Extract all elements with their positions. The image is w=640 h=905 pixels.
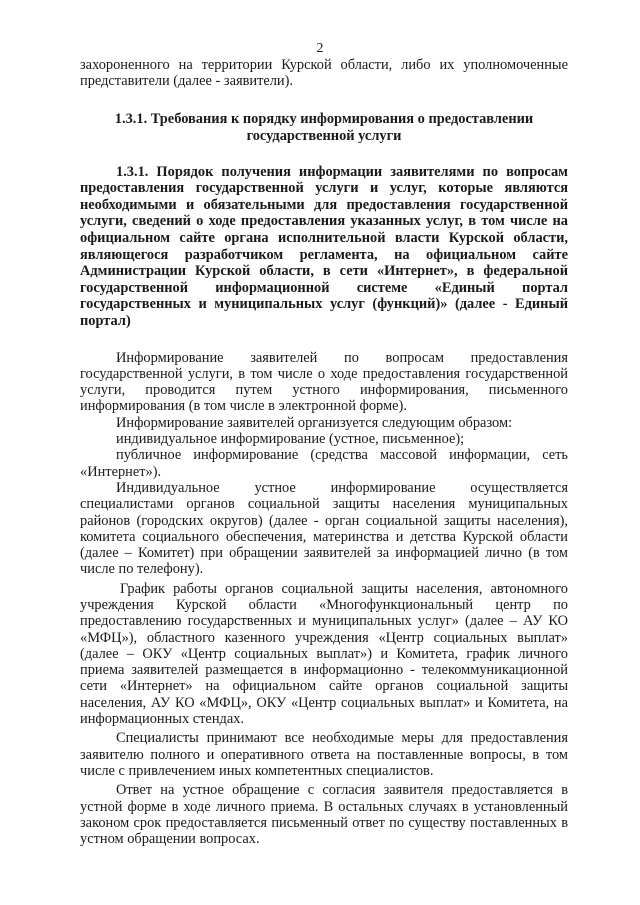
document-body — [80, 57, 568, 847]
paragraph-specialists: Специалисты принимают все необходимые меры для предоставления заявителю полного и оперативного ответа на поставленные вопросы, в том числе с привлечением иных компетентных специалистов. — [80, 730, 568, 779]
paragraph-oral-answer: Ответ на устное обращение с согласия заявителя предоставляется в устной форме в ходе личного приема. В остальных случаях в установленный законом срок предоставляется письменный ответ по существу поставленных в устном обращении вопросах. — [80, 782, 568, 848]
paragraph-public: публичное информирование (средства массовой информации, сеть «Интернет»). — [80, 447, 568, 480]
paragraph-informing: Информирование заявителей по вопросам предоставления государственной услуги, в том числе о ходе предоставления государственной услуги, проводится путем устного информирования, письменного информирования (в том числе в электронной форме). — [80, 349, 568, 415]
page-number: 2 — [316, 41, 324, 56]
intro-paragraph: захороненного на территории Курской области, либо их уполномоченные представители (далее - заявители). — [80, 57, 568, 90]
subsection-heading: 1.3.1. Порядок получения информации заявителями по вопросам предоставления государственной услуги и услуг, которые являются необходимыми и обязательными для предоставления государственной услуги, сведений о ходе предоставления указанных услуг, в том числе на официальном сайте органа исполнительной власти Курской области, являющегося разработчиком регламента, на официальном сайте Администрации Курской области, в сети «Интернет», в федеральной государственной информационной системе «Единый портал государственных и муниципальных услуг (функций)» (далее - Единый портал) — [80, 163, 568, 329]
paragraph-schedule: График работы органов социальной защиты населения, автономного учреждения Курской области «Многофункциональный центр по предоставлению государственных и муниципальных услуг» (далее – АУ КО «МФЦ»), областного казенного учреждения «Центр социальных выплат» (далее – ОКУ «Центр социальных выплат») и Комитета, график личного приема заявителей размещается в информационно - телекоммуникационной сети «Интернет» на официальном сайте органов социальной защиты населения, АУ КО «МФЦ», ОКУ «Центр социальных выплат» и Комитета, на информационных стендах. — [80, 580, 568, 728]
paragraph-individual: индивидуальное информирование (устное, письменное); — [116, 431, 465, 448]
paragraph-individual-oral: Индивидуальное устное информирование осуществляется специалистами органов социальной защиты населения муниципальных районов (городских округов) (далее - орган социальной защиты населения), комитета социального обеспечения, материнства и детства Курской области (далее – Комитет) при обращении заявителей за информацией лично (в том числе по телефону). — [80, 479, 568, 578]
paragraph-organization: Информирование заявителей организуется следующим образом: — [116, 414, 513, 431]
section-heading: 1.3.1. Требования к порядку информирования о предоставлении государственной услуги — [114, 110, 534, 144]
